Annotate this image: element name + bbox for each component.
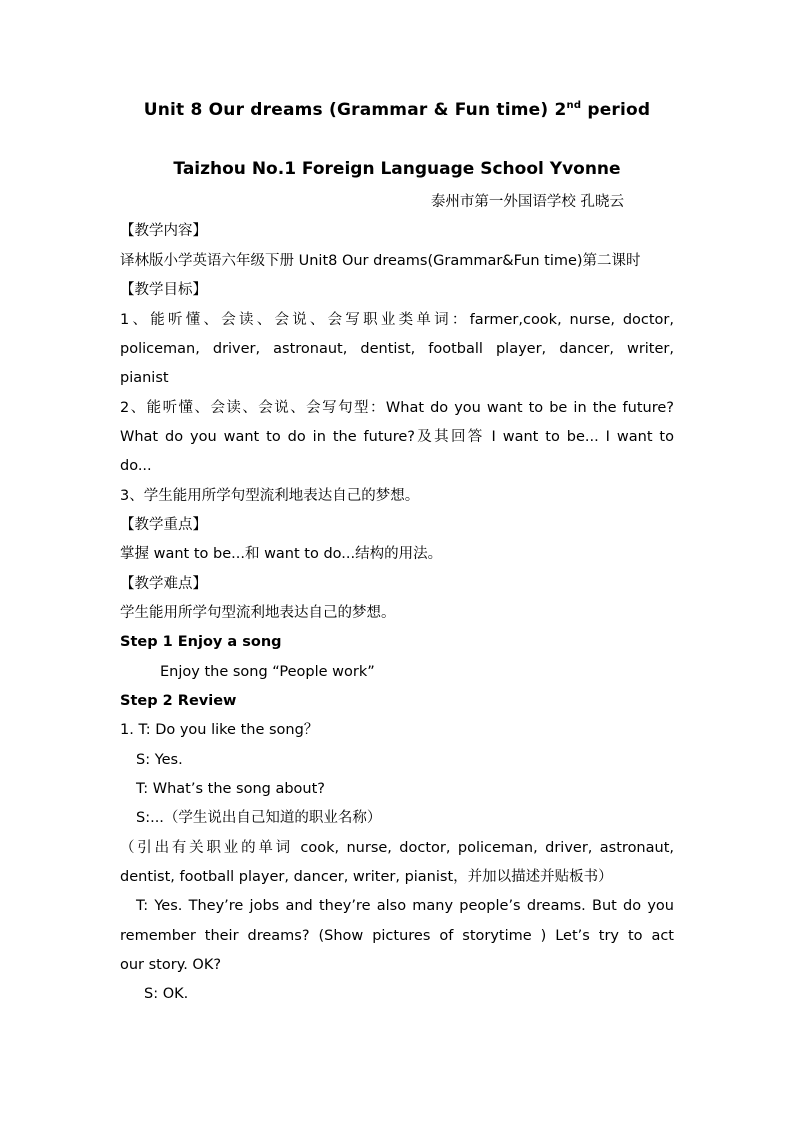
step-1-text: Enjoy the song “People work” [160,664,375,680]
goal-2-line-1: 2、能听懂、会读、会说、会写句型：What do you want to be in the future? [120,400,674,416]
review-line-9: our story. OK? [120,957,222,973]
goal-1-line-2: policeman, driver, astronaut, dentist, football player, dancer, writer, [120,341,674,357]
page-title: Unit 8 Our dreams (Grammar & Fun time) 2nd period [143,100,651,120]
review-line-3: T: What’s the song about? [136,781,325,797]
key-text: 掌握 want to be...和 want to do...结构的用法。 [120,546,443,562]
review-line-6: dentist, football player, dancer, writer, pianist，并加以描述并贴板书） [120,869,613,885]
goals-heading: 【教学目标】 [120,282,207,298]
review-line-2: S: Yes. [136,752,183,768]
review-line-1: 1. T: Do you like the song？ [120,722,319,738]
review-line-8: remember their dreams? (Show pictures of storytime ) Let’s try to act [120,928,674,944]
goal-1-line-1: 1、能听懂、会读、会说、会写职业类单词：farmer,cook, nurse, doctor, [120,312,674,328]
goal-3: 3、学生能用所学句型流利地表达自己的梦想。 [120,488,420,504]
school-subtitle: Taizhou No.1 Foreign Language School Yvonne [173,159,621,179]
review-line-5: （引出有关职业的单词 cook, nurse, doctor, policeman, driver, astronaut, [120,840,674,856]
step-2-heading: Step 2 Review [120,693,237,709]
content-heading: 【教学内容】 [120,223,207,239]
goal-1-line-3: pianist [120,370,169,386]
key-heading: 【教学重点】 [120,517,207,533]
step-1-heading: Step 1 Enjoy a song [120,634,282,650]
difficult-text: 学生能用所学句型流利地表达自己的梦想。 [120,605,396,621]
difficult-heading: 【教学难点】 [120,576,207,592]
review-line-10: S: OK. [144,986,189,1002]
goal-2-line-2: What do you want to do in the future?及其回答 I want to be... I want to [120,429,674,445]
goal-2-line-3: do... [120,458,152,474]
author-line: 泰州市第一外国语学校 孔晓云 [430,194,624,210]
content-text: 译林版小学英语六年级下册 Unit8 Our dreams(Grammar&Fun time)第二课时 [120,253,641,269]
review-line-7: T: Yes. They’re jobs and they’re also many people’s dreams. But do you [136,898,674,914]
review-line-4: S:...（学生说出自己知道的职业名称） [136,810,382,826]
